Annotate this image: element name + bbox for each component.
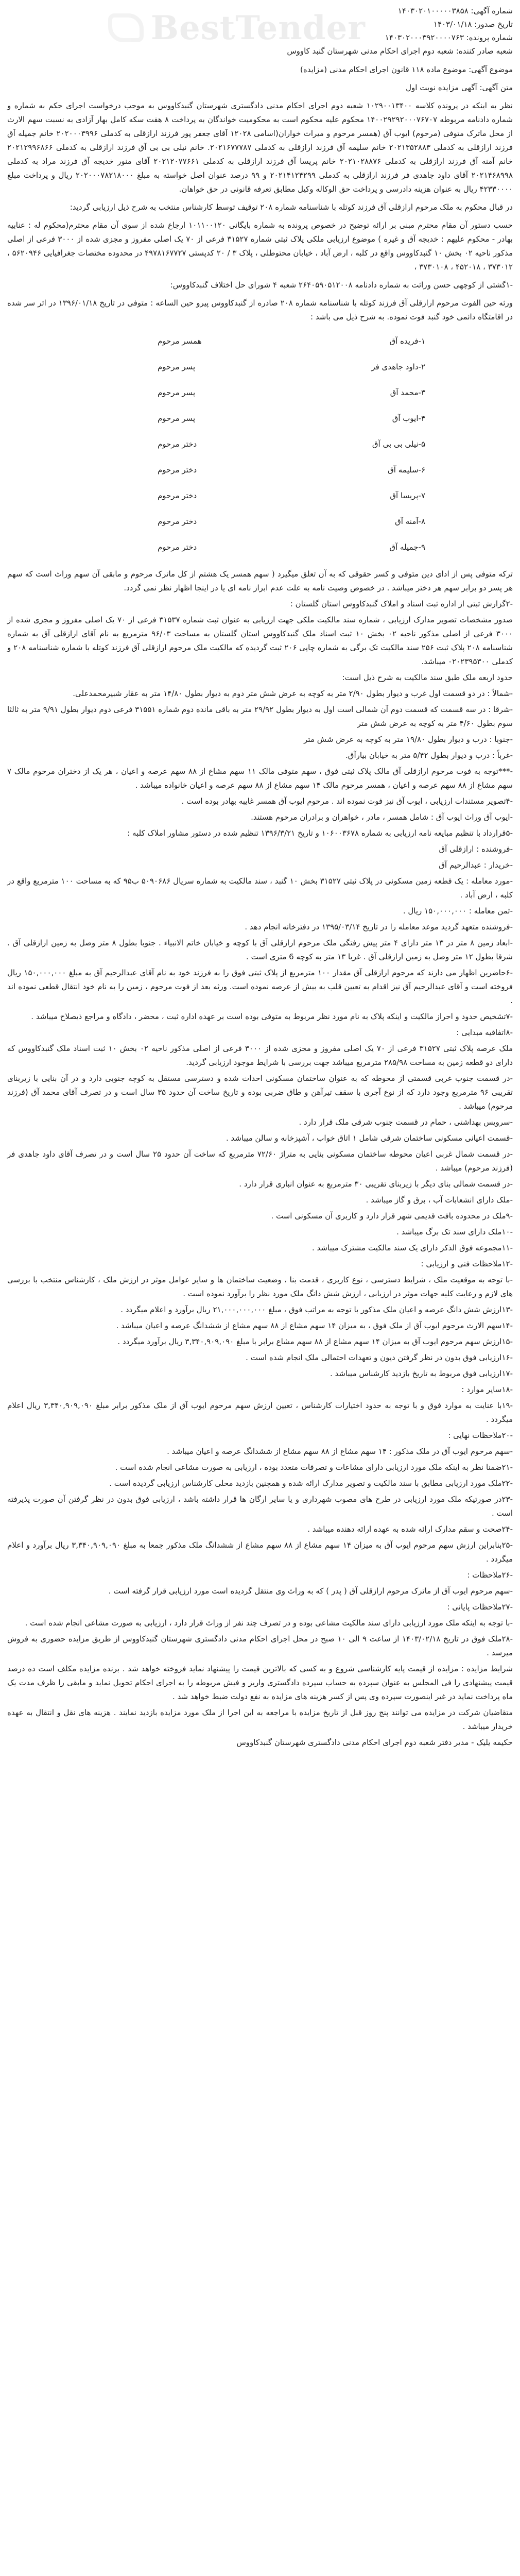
meta-tracking-row (7, 31, 513, 44)
body-paragraph: -شرقا : در سه قسمت که قسمت دوم آن شمالی است اول به دیوار بطول ۲۹/۹۲ متر به باقی مانده دوم شماره ۳۱۵۵۱ فرعی دوم دیوار بطول ۹/۹۱ متر به ثالثا سوم بطول ۴/۶۰ متر به کوچه به عرض شش متر (7, 705, 513, 728)
body-paragraph: شرایط مزایده : مزایده از قیمت پایه کارشناسی شروع و به کسی که بالاترین قیمت را پیشنهاد نماید فروخته خواهد شد . برنده مزایده مکلف است ده درصد قیمت پیشنهادی را فی المجلس به عنوان سپرده به حساب سپرده دادگستری واریز و فیش مربوطه را به اجرای احکام تحویل نماید و مابقی را ظرف مدت یک ماه پرداخت نماید در غیر اینصورت سپرده وی پس از کسر هزینه های مزایده به نفع دولت ضبط خواهد شد . (7, 1664, 513, 1701)
body-paragraph: -غرباً : درب و دیوار بطول ۵/۴۲ متر به خیابان بیارآق. (345, 751, 513, 760)
body-paragraph: -در قسمت شمالی بنای دیگر با زیربنای تقریبی ۳۰ مترمربع به عنوان انباری قرار دارد . (239, 1179, 513, 1189)
body-paragraph: -با توجه به موقعیت ملک ، شرایط دسترسی ، نوع کاربری ، قدمت بنا ، وضعیت ساختمان ها و سایر عوامل موثر در ارزش ملک ، کارشناس منتخب با بررسی های لازم و رعایت کلیه جهات موثر در ارزیابی ، ارزش شش دانگ ملک مورد نظر را برآورد نموده است . (7, 1275, 513, 1298)
body-paragraph: -۸اتفاقیه مبدایی : (456, 1028, 513, 1037)
heir-relation: دختر مرحوم (158, 517, 197, 526)
paragraph: در قبال محکوم به ملک مرحوم ارازقلی آق فرزند کوتله با شناسنامه شماره ۲۰۸ توقیف توسط کارشناس منتخب به شرح ذیل ارزیابی گردید: (70, 202, 513, 212)
meta-issuer-row (7, 44, 513, 58)
heir-relation: پسر مرحوم (158, 362, 196, 371)
body-paragraph: -۲۳در صورتیکه ملک مورد ارزیابی در طرح های مصوب شهرداری و یا سایر ارگان ها قرار داشته باشد ، ارزیابی فوق بدون در نظر گرفتن آن صورت پذیرفته است . (7, 1495, 513, 1518)
body-paragraph: -***توجه به فوت مرحوم ارازقلی آق مالک پلاک ثبتی فوق ، سهم متوفی مالک ۱۱ سهم مشاع از ۸۸ سهم عرصه و اعیان ، هر یک از دختران مرحوم مالک ۷ سهم مشاع از ۸۸ سهم عرصه و اعیان ، همسر مرحوم مالک ۱۴ سهم مشاع از ۸۸ سهم عرصه و اعیان خانواده میباشد . (7, 767, 513, 790)
meta-date-value: ۱۴۰۳/۰۱/۱۸ (433, 20, 472, 29)
body-paragraph: -۲گزارش ثبتی از اداره ثبت اسناد و املاک گنبدکاووس استان گلستان : (290, 599, 513, 608)
body-paragraph: حکیمه یلیک - مدیر دفتر شعبه دوم اجرای احکام مدنی دادگستری شهرستان گنبدکاووس (236, 1738, 513, 1747)
body-paragraph: -۵قرارداد با تنظیم مبایعه نامه ارزیابی به شماره ۱۰۶۰۰۳۶۷۸ و تاریخ ۱۳۹۶/۳/۲۱ تنظیم شده در دستور مشاور املاک کلبه : (127, 828, 513, 838)
body-paragraph: -۱۱مجموعه فوق الذکر دارای یک سند مالکیت مشترک میباشد . (312, 1243, 513, 1252)
body-paragraph: -۱۵ارزش سهم مرحوم ایوب آق به میزان ۱۴ سهم مشاع از ۸۸ سهم مشاع برابر با مبلغ ۳,۳۴۰,۹۰۹,۰۹۰ ریال برآورد میگردد . (117, 1337, 513, 1346)
paragraph: نظر به اینکه در پرونده کلاسه ۱۰۲۹۰۰۱۳۴۰۰ شعبه دوم اجرای احکام مدنی دادگستری شهرستان گنبدکاووس به موجب درخواست اجرای حکم به شماره و شماره دادنامه مربوطه ۱۴۰۰۲۹۲۹۲۰۰۰۷۶۷۰۷ محکوم علیه محکوم است به محکومیت خواندگان به پرداخت ۸ هفت سکه کامل بهار آزادی به نسبت سهم الارث از محل ماترک متوفی (مرحوم) ایوب آق (همسر مرحوم و میراث خواران(اسامی ۱۲۰۲۸ آقای جعفر پور فرزند ارازقلی به کدملی ۲۰۲۰۰۰۳۹۹۶ خانم جمیله آق فرزند ارازقلی به کدملی ۲۰۲۱۳۵۲۸۸۳ خانم سلیمه آق فرزند ارازقلی به کدملی ۲۰۲۱۶۷۷۷۸۷. خانم نیلی بی بی آق فرزند ارازقلی به کدملی ۲۰۲۱۲۹۹۶۸۶۶ خانم آمنه آق فرزند ارازقلی به کدملی ۲۰۲۱۰۲۸۸۷۶ خانم پریسا آق فرزند ارازقلی به کدملی ۲۰۲۱۲۰۷۷۶۶۱ آقای منور خدیجه آق فرزند مراد به کدملی ۲۰۲۱۴۶۸۹۹۸ آقای داود جاهدی فر فرزند ارازقلی به کدملی ۲۰۲۱۴۱۲۴۲۹۹ و ۹۹ درصد عنوان اصل خواسته به مبلغ ۲۰۲۰۰۰۷۸۲۱۸۰۰۰ ریال و پرداخت مبلغ ۴۲۳۳۰۰۰۰ ریال به عنوان هزینه دادرسی و پرداخت حق الوکاله وکیل مطابق تعرفه قانونی در حق خواهان. (7, 101, 513, 194)
heirs-list (7, 328, 513, 560)
heir-row (158, 380, 425, 405)
body-paragraph: -در قسمت جنوب غربی قسمتی از محوطه که به عنوان ساختمان مسکونی احداث شده و دسترسی مستقل به کوچه جنوبی دارد و در آن بنایی با زیربنای تقریبی ۹۶ مترمربع وجود دارد که از نوع آجری با سقف تیرآهن و طاق ضربی بوده و تاریخ ساخت آن حدود ۳۵ سال است و در تصرف آقای محمد آق (فرزند مرحوم) میباشد . (7, 1074, 513, 1111)
heir-relation: پسر مرحوم (158, 388, 196, 397)
notice-subject: موضوع آگهی: موضوع ماده ۱۱۸ قانون اجرای احکام مدنی (مزایده) (300, 65, 513, 74)
body-paragraph: -قسمت اعیانی مسکونی ساختمان شرقی شامل ۱ اتاق خواب ، آشپزخانه و سالن میباشد . (226, 1133, 513, 1143)
heir-row (158, 534, 425, 560)
body-paragraph: -۲۸ملک فوق در تاریخ ۱۴۰۳/۰۲/۱۸ از ساعت ۹ الی ۱۰ صبح در محل اجرای احکام مدنی دادگستری شهرستان گنبدکاووس از طریق مزایده حضوری به فروش میرسد . (7, 1634, 513, 1657)
heir-row (158, 328, 425, 354)
notice-meta (7, 0, 513, 58)
body-paragraph: -ایوب آق وراث ایوب آق : شامل همسر ، مادر ، خواهران و برادران مرحوم هستند. (251, 812, 513, 822)
body-paragraph: -۱۳ارزش شش دانگ عرصه و اعیان ملک مذکور با توجه به مراتب فوق ، مبلغ ۲۱,۰۰۰,۰۰۰,۰۰۰ ریال برآورد و اعلام میگردد . (120, 1305, 513, 1314)
body-paragraph: -ملک دارای انشعابات آب ، برق و گاز میباشد . (366, 1195, 513, 1205)
meta-number-label: شماره آگهی: (471, 6, 513, 15)
body-paragraph: -مورد معامله : یک قطعه زمین مسکونی در پلاک ثبتی ۳۱۵۲۷ بخش ۱۰ گنبد ، سند مالکیت به شماره سریال ۵۰۹۰۶۸۶ ب۹۵ که به مساحت ۱۰۰ مترمربع واقع در کلبه ، ارض آباد . (7, 876, 513, 900)
body-paragraph: ملک عرصه پلاک ثبتی ۳۱۵۲۷ فرعی از ۷۰ یک اصلی مفروز و مجزی شده از ۳۰۰۰ فرعی از اصلی مذکور ناحیه ۰۲ بخش ۱۰ ثبت اسناد ملک گنبدکاووس که دارای دو قطعه زمین به مساحت ۲۸۵/۹۸ مترمربع میباشد جهت بررسی با شرایط موجود ارزیابی گردید. (7, 1044, 513, 1067)
body-paragraph: -در قسمت شمال غربی اعیان محوطه ساختمان مسکونی بنایی به متراژ ۷۲/۶۰ مترمربع که ساخت آن حدود ۲۵ سال است و در تصرف آقای داود جاهدی فر (فرزند مرحوم) میباشد . (7, 1149, 513, 1173)
notice-text-title: متن آگهی: آگهی مزایده نوبت اول (406, 83, 513, 92)
heir-row (158, 405, 425, 431)
heir-name: ۱-فریده آق (389, 336, 425, 346)
body-paragraph: -۱۲ملاحظات فنی و ارزیابی : (421, 1259, 513, 1268)
heir-row (158, 431, 425, 457)
meta-issuer-value: شعبه دوم اجرای احکام مدنی شهرستان گنبد کاووس (287, 46, 454, 56)
body-paragraph: -۶حاضرین اظهار می دارند که مرحوم ارازقلی آق مقدار ۱۰۰ مترمربع از پلاک ثبتی فوق را به فرزند خود به نام آقای عبدالرحیم آق به مبلغ ۱۵۰,۰۰۰,۰۰۰ ریال فروخته است و آقای عبدالرحیم آق نیز اقدام به تعیین قلب به بیش از عرصه نموده است. ورثه بعد از فوت مرحوم ، زمین را به نام خود انتقال قطعی نموده اند . (7, 968, 513, 1005)
heir-name: ۶-سلیمه آق (388, 465, 425, 474)
notice-body (7, 567, 513, 1750)
body-paragraph: ترکه متوفی پس از ادای دین متوفی و کسر حقوقی که به آن تعلق میگیرد ( سهم همسر یک هشتم از کل ماترک مرحوم و مابقی آن سهم وراث است که سهم هر پسر دو برابر سهم هر دختر میباشد . در خصوص وصیت نامه به علت عدم ابراز نامه ای یا در اینجا اظهار نظر نمی گردد. (7, 569, 513, 592)
body-paragraph: -با توجه به اینکه ملک مورد ارزیابی دارای سند مالکیت مشاعی بوده و در تصرف چند نفر از وراث قرار دارد ، ارزیابی به صورت مشاعی انجام شده است . (25, 1618, 513, 1628)
body-paragraph: -۷تشخیص حدود و احراز مالکیت و اینکه پلاک به نام مورد نظر مربوط به متوفی بوده است بر عهده اداره ثبت ، محضر ، دادگاه و مراجع ذیصلاح میباشد . (31, 1012, 513, 1021)
heir-relation: پسر مرحوم (158, 414, 196, 423)
heir-name: ۹-جمیله آق (389, 543, 425, 552)
heir-relation: دختر مرحوم (158, 491, 197, 500)
meta-issuer-label: شعبه صادر کننده: (456, 46, 513, 56)
watermark-text: BestTender (150, 8, 366, 47)
paragraph: حسب دستور آن مقام محترم مبنی بر ارائه توضیح در خصوص پرونده به شماره بایگانی ۱۰۱۱۰۰۱۲۰ ارجاع شده از سوی آن مقام محترم(محکوم له : عنابیه بهادر - محکوم علیهم : خدیجه آق و غیره ) موضوع ارزیابی ملکی پلاک ثبتی شماره ۳۱۵۲۷ فرعی از ۷۰ یک اصلی مفروز و مجزی شده از ۳۰۰۰ فرعی از اصلی مذکور ناحیه ۰۲ بخش ۱۰ گنبدکاووس واقع در کلبه ، ارض آباد ، خیابان محتوطلی ، پلاک ۳ / ۲۰ کدپستی ۴۹۷۸۱۶۷۷۲۷ در محدوده مختصات جغرافیایی ۵۶۲۰۹۴۶ ، ۳۷۳۰۱۲ ، ۴۵۲۰۱۸ ، ۳۷۳۰۱۰۸ ، (7, 221, 513, 272)
meta-date-row (7, 18, 513, 31)
body-paragraph: -۱۹با عنایت به موارد فوق و با توجه به حدود اختیارات کارشناس ، تعیین ارزش سهم مرحوم ایوب آق از ملک مذکور برابر مبلغ ۳,۳۴۰,۹۰۹,۰۹۰ ریال اعلام میگردد . (7, 1401, 513, 1424)
heir-row (158, 509, 425, 534)
body-paragraph: صدور مشخصات تصویر مدارک ارزیابی ، شماره سند مالکیت ملکی جهت ارزیابی به عنوان ثبت شماره ۳۱۵۳۷ فرعی از ۷۰ یک اصلی مفروز و مجزی شده از ۳۰۰۰ فرعی از اصلی مذکور ناحیه ۰۲ بخش ۱۰ ثبت اسناد ملک گنبدکاووس استان گلستان به مساحت ۹۶/۰۳ مترمربع به نام آقای ارازقلی آق به شماره شناسنامه ۲۰۸ پلاک ثبت ۲۵۶ سند مالکیت تک برگی به شماره چاپی ۲۰۶ ثبت گردیده که مالکیت ملک مرحوم ارازقلی آق فرزند کوتله با شماره شناسنامه ۲۰۸ و کدملی ۰۲۰۲۳۹۵۳۰۰ میباشد. (7, 615, 513, 666)
heir-name: ۲-داود جاهدی فر (371, 362, 425, 371)
meta-date-label: تاریخ صدور: (474, 20, 513, 29)
heir-name: ۳-محمد آق (390, 388, 425, 397)
meta-tracking-value: ۱۴۰۳۰۲۰۰۰۳۹۲۰۰۰۰۷۶۳ (385, 33, 464, 42)
body-paragraph: -۱۶ارزیابی فوق بدون در نظر گرفتن دیون و تعهدات احتمالی ملک انجام شده است . (246, 1353, 513, 1362)
body-paragraph: -خریدار : عبدالرحیم آق (439, 860, 513, 870)
body-paragraph: -۲۷ملاحظات پایانی : (447, 1602, 513, 1612)
body-paragraph: -۲۶ملاحظات : (467, 1570, 513, 1580)
body-paragraph: -۱۷ارزیابی فوق مربوط به تاریخ بازدید کارشناس میباشد . (330, 1369, 513, 1378)
body-paragraph: -ابعاد زمین ۸ متر در ۱۳ متر دارای ۴ متر پیش رفتگی ملک مرحوم ارازقلی آق با کوچه و خیابان خاتم الانبیاء . جنوبا بطول ۸ متر وصل به زمین ارازقلی آق . شرقا بطول ۱۲ متر وصل به زمین ارازقلی آق . غربا ۱۳ متر به کوچه 6 متری است . (7, 938, 513, 961)
body-paragraph: متقاضیان شرکت در مزایده می توانند پنج روز قبل از تاریخ مزایده با مراجعه به این اجرا از ملک مورد مزایده بازدید نمایند . هزینه های نقل و انتقال به عهده خریدار میباشد . (7, 1708, 513, 1731)
meta-number-value: ۱۴۰۳۰۲۰۱۰۰۰۰۰۳۸۵۸ (397, 6, 469, 15)
body-paragraph: -جنوبا : درب و دیوار بطول ۱۹/۸۰ متر به کوچه به عرض شش متر (304, 735, 513, 744)
body-paragraph: -سرویس بهداشتی ، حمام در قسمت جنوب شرقی ملک قرار دارد . (299, 1117, 513, 1127)
heir-relation: همسر مرحوم (158, 336, 202, 346)
heir-row (158, 457, 425, 483)
notice-heading (7, 63, 513, 95)
heir-row (158, 483, 425, 509)
body-paragraph: -۴تصویر مستندات ارزیابی ، ایوب آق نیز فوت نموده اند . مرحوم ایوب آق همسر غایبه بهادر بوده است . (181, 796, 513, 806)
body-paragraph: -۲۰ملاحظات نهایی : (448, 1431, 513, 1440)
heir-name: ۵-نیلی بی بی آق (372, 439, 425, 449)
meta-number-row (7, 4, 513, 18)
body-paragraph: حدود اربعه ملک طبق سند مالکیت به شرح ذیل است: (342, 673, 513, 682)
body-paragraph: -شمالاً : در دو قسمت اول غرب و دیوار بطول ۲/۹۰ متر به کوچه به عرض شش متر دوم به دیوار بطول ۱۴/۸۰ متر به عقار شبیرمحمدعلی. (73, 689, 513, 698)
heir-relation: دختر مرحوم (158, 543, 197, 552)
heir-name: ۸-آمنه آق (395, 517, 425, 526)
heir-relation: دختر مرحوم (158, 439, 197, 449)
meta-tracking-label: شماره پرونده: (466, 33, 513, 42)
body-paragraph: -فروشنده : ارازقلی آق (439, 844, 513, 854)
paragraph: -۱گشتی از کوچهی حسن وراثت به شماره دادنامه ۲۶۴۰۵۹۰۵۱۲۰۰۸ شعبه ۴ شورای حل اختلاف گنبدکاووس: (170, 280, 513, 290)
body-paragraph: -سهم مرحوم ایوب آق از ماترک مرحوم ارازقلی آق ( پدر ) که به وراث وی منتقل گردیده است مورد ارزیابی قرار گرفته است . (108, 1586, 513, 1596)
body-paragraph: -سهم مرحوم ایوب آق در ملک مذکور : ۱۴ سهم مشاع از ۸۸ سهم مشاع از ششدانگ عرصه و اعیان میباشد . (167, 1447, 513, 1456)
body-paragraph: -۹ملک در محدوده بافت قدیمی شهر قرار دارد و کاربری آن مسکونی است . (271, 1211, 513, 1221)
heir-row (158, 354, 425, 380)
heir-name: ۴-ایوب آق (392, 414, 425, 423)
body-paragraph: -۱۴سهم الارث مرحوم ایوب آق از ملک فوق ، به میزان ۱۴ سهم مشاع از ۸۸ سهم مشاع از ششدانگ عرصه و اعیان میباشد . (116, 1321, 513, 1330)
body-paragraph: -۲۵بنابراین ارزش سهم مرحوم ایوب آق به میزان ۱۴ سهم مشاع از ۸۸ سهم مشاع از ششدانگ ملک مذکور جمعا به مبلغ ۳,۳۴۰,۹۰۹,۰۹۰ ریال برآورد و اعلام میگردد . (7, 1540, 513, 1564)
heir-name: ۷-پریسا آق (390, 491, 425, 500)
body-paragraph: -فروشنده متعهد گردید موعد معامله را در تاریخ ۱۳۹۵/۰۳/۱۴ در دفترخانه انجام دهد . (245, 922, 513, 931)
body-paragraph: -۱۰ملک دارای سند تک برگ میباشد . (396, 1227, 513, 1236)
notice-content (7, 63, 513, 1750)
body-paragraph: -ثمن معامله : ۱۵۰,۰۰۰,۰۰۰ ریال . (403, 906, 513, 916)
body-paragraph: -۱۸سایر موارد : (461, 1385, 513, 1394)
heir-relation: دختر مرحوم (158, 465, 197, 474)
paragraph: ورثه حین الفوت مرحوم ارازقلی آق فرزند کوتله با شناسنامه شماره ۲۰۸ صادره از گنبدکاووس پیرو حین الساعه : متوفی در تاریخ ۱۳۹۶/۰۱/۱۸ در اثر سر شده در اقامتگاه دائمی خود گنبد فوت نموده. به شرح ذیل می باشد : (7, 298, 513, 321)
body-paragraph: -۲۲ملک مورد ارزیابی مطابق با سند مالکیت و تصویر مدارک ارائه شده و همچنین بازدید محلی کارشناس ارزیابی گردیده است . (109, 1479, 513, 1488)
body-paragraph: -۲۴صحت و سقم مدارک ارائه شده به عهده ارائه دهنده میباشد . (307, 1524, 513, 1534)
body-paragraph: -۲۱ضمنا نظر به اینکه ملک مورد ارزیابی دارای مشاعات و تصرفات متعدد بوده ، ارزیابی به صورت مشاعی انجام شده است . (115, 1463, 513, 1472)
